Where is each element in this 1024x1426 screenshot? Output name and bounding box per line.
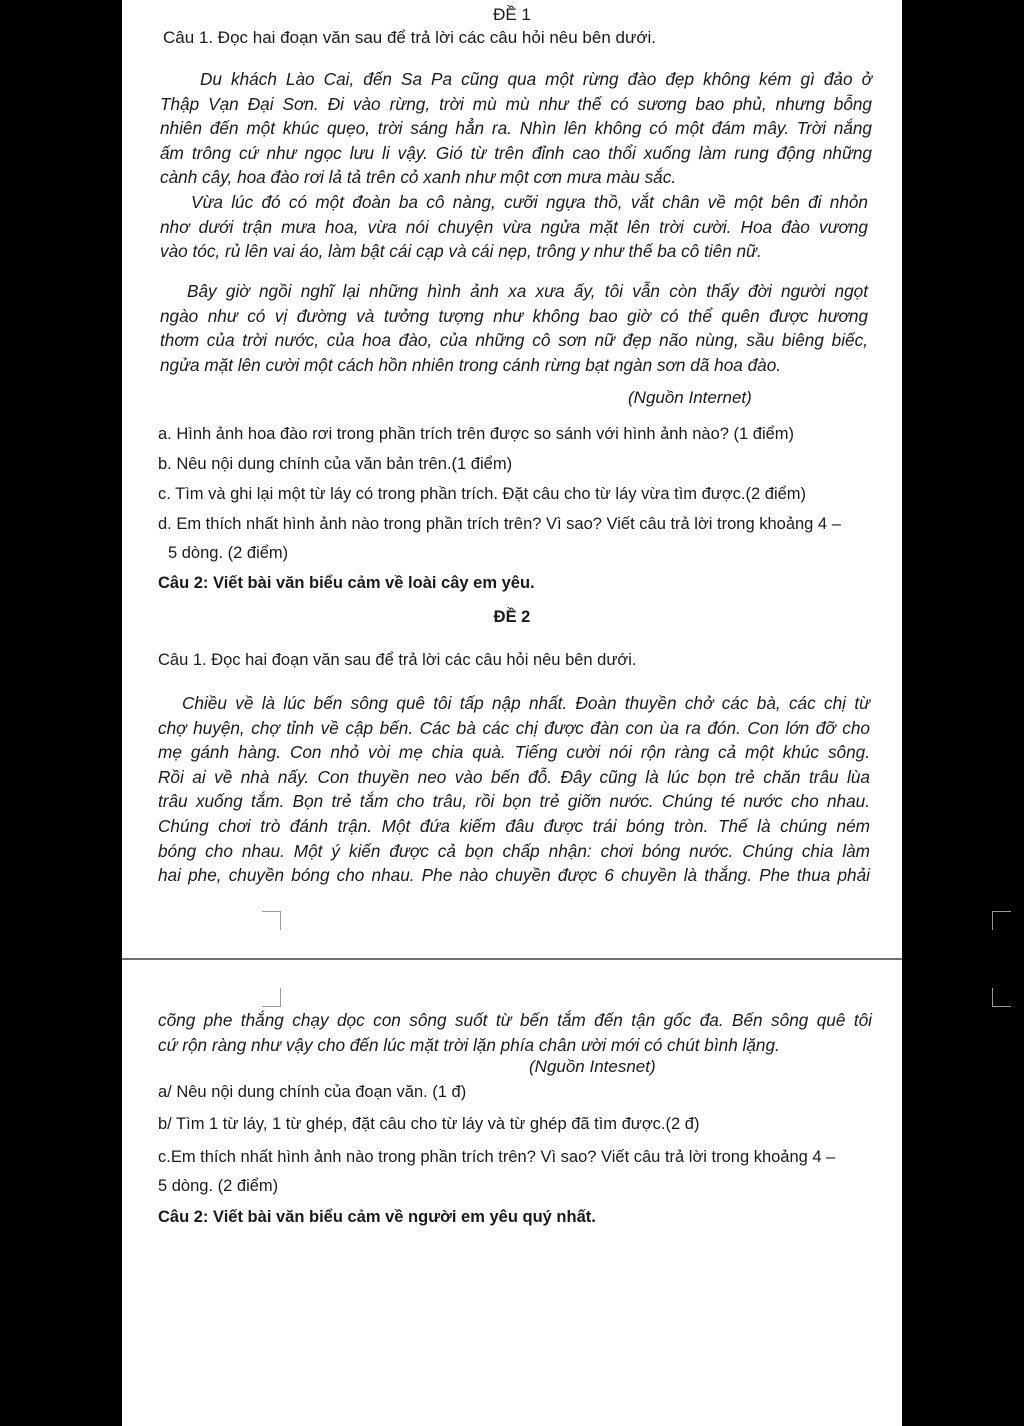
crop-mark [992,911,1011,930]
de1-passage-1 [160,67,872,190]
de1-passage-2 [160,190,868,264]
de2-cau2: Câu 2: Viết bài văn biểu cảm về người em yêu quý nhất. [158,1208,596,1226]
passage-line: Chiều về là lúc bến sông quê tôi tấp nập nhất. Đoàn thuyền chở các bà, các chị từ [182,693,870,713]
passage-line: Thập Vạn Đại Sơn. Đi vào rừng, trời mù mù như thế có sương bao phủ, nhưng bỗng [160,93,872,114]
passage-line: ngửa mặt lên cười một cách hồn nhiên trong cánh rừng bạt ngàn sơn dã hoa đào. [160,354,782,375]
passage-line: ngào như có vị đường và tưởng tượng như không bao giờ có thể quên được hương [160,305,868,326]
passage-line: cõng phe thắng chạy dọc con sông suốt từ bến tắm đến tận gốc đa. Bến sông quê tôi [158,1010,872,1030]
de1-source: (Nguồn Internet) [628,388,752,407]
de1-cau2: Câu 2: Viết bài văn biểu cảm về loài cây em yêu. [158,574,535,592]
passage-line: cành cây, hoa đào rơi lả tả trên cỏ xanh như một cơn mưa màu sắc. [160,167,677,188]
de1-question-c: c. Tìm và ghi lại một từ láy có trong phần trích. Đặt câu cho từ láy vừa tìm được.(2 điểm) [158,485,807,503]
de2-question-b: b/ Tìm 1 từ láy, 1 từ ghép, đặt câu cho từ láy và từ ghép đã tìm được.(2 đ) [158,1115,700,1133]
de1-question-a: a. Hình ảnh hoa đào rơi trong phần trích trên được so sánh với hình ảnh nào? (1 điểm) [158,425,795,443]
crop-mark [262,911,281,930]
passage-line: Vừa lúc đó có một đoàn ba cô nàng, cưỡi ngựa thồ, vắt chân về một bên đi nhỏn [191,192,868,212]
passage-line: Rồi ai về nhà nấy. Con thuyền neo vào bến đỗ. Đây cũng là lúc bọn trẻ chăn trâu lùa [158,766,870,787]
passage-line: thơm của trời nước, của hoa đào, của những cô sơn nữ đẹp não nùng, sầu biêng biếc, [160,330,868,351]
passage-line: vào tóc, rủ lên vai áo, làm bật cái cạp và cái nẹp, trông y như thế ba cô tiên nữ. [160,241,762,262]
passage-line: ấm trông cứ như ngọc lưu li vậy. Gió từ trên đỉnh cao thổi xuống làm rung động những [160,142,872,163]
passage-line: nhơ dưới trận mưa hoa, vừa nói chuyện vừa ngửa mặt lên trời cười. Hoa đào vương [160,216,868,237]
passage-line: Du khách Lào Cai, đến Sa Pa cũng qua một rừng đào đẹp không kém gì đảo ở [200,69,872,89]
de1-cau1-heading: Câu 1. Đọc hai đoạn văn sau để trả lời các câu hỏi nêu bên dưới. [163,28,656,47]
de2-question-c: c.Em thích nhất hình ảnh nào trong phần trích trên? Vì sao? Viết câu trả lời trong khoảng 4 – [158,1148,836,1166]
passage-line: cứ rộn ràng như vậy cho đến lúc mặt trời lặn phía chân ười mới có chút bình lặng. [158,1034,780,1055]
passage-line: hai phe, chuyền bóng cho nhau. Phe nào chuyền được 6 chuyền là thắng. Phe thua phải [158,865,870,886]
passage-line: Chúng chơi trò đánh trận. Một đứa kiếm đâu được trái bóng tròn. Thế là chúng ném [158,815,870,836]
de1-question-b: b. Nêu nội dung chính của văn bản trên.(1 điểm) [158,455,513,473]
crop-mark [992,988,1011,1007]
de2-passage [158,691,870,888]
de1-question-d-cont: 5 dòng. (2 điểm) [168,544,289,562]
de2-title: ĐỀ 2 [493,608,531,626]
passage-line: chợ huyện, chợ tỉnh về cập bến. Các bà các chị được đàn con ùa ra đón. Con lớn đỡ cho [158,717,870,738]
de2-question-c-cont: 5 dòng. (2 điểm) [158,1177,279,1195]
crop-mark [262,988,281,1007]
de1-question-d: d. Em thích nhất hình ảnh nào trong phần trích trên? Vì sao? Viết câu trả lời trong khoảng 4 – [158,515,841,533]
de2-question-a: a/ Nêu nội dung chính của đoạn văn. (1 đ) [158,1083,467,1101]
passage-line: trâu xuống tắm. Bọn trẻ tắm cho trâu, rồi bọn trẻ giỡn nước. Chúng té nước cho nhau. [158,791,870,812]
de1-passage-3 [160,279,868,377]
de2-passage-continued [158,1008,872,1057]
de1-title: ĐỀ 1 [493,5,531,24]
document-page [122,0,902,1426]
de2-source: (Nguồn Intesnet) [529,1057,656,1076]
passage-line: nhiên đến một khúc quẹo, trời sáng hẳn ra. Nhìn lên không có một đám mây. Trời nắng [160,118,872,139]
de2-cau1-heading: Câu 1. Đọc hai đoạn văn sau để trả lời các câu hỏi nêu bên dưới. [158,651,637,669]
passage-line: Bây giờ ngồi nghĩ lại những hình ảnh xa xưa ấy, tôi vẫn còn thấy đời người ngọt [187,281,868,301]
passage-line: bóng cho nhau. Một ý kiến được cả bọn chấp nhận: chơi bóng nước. Chúng chia làm [158,840,870,861]
page-break-line [122,958,902,960]
passage-line: mẹ gánh hàng. Con nhỏ vòi mẹ chia quà. Tiếng cười nói rộn ràng cả một khúc sông. [158,742,870,763]
